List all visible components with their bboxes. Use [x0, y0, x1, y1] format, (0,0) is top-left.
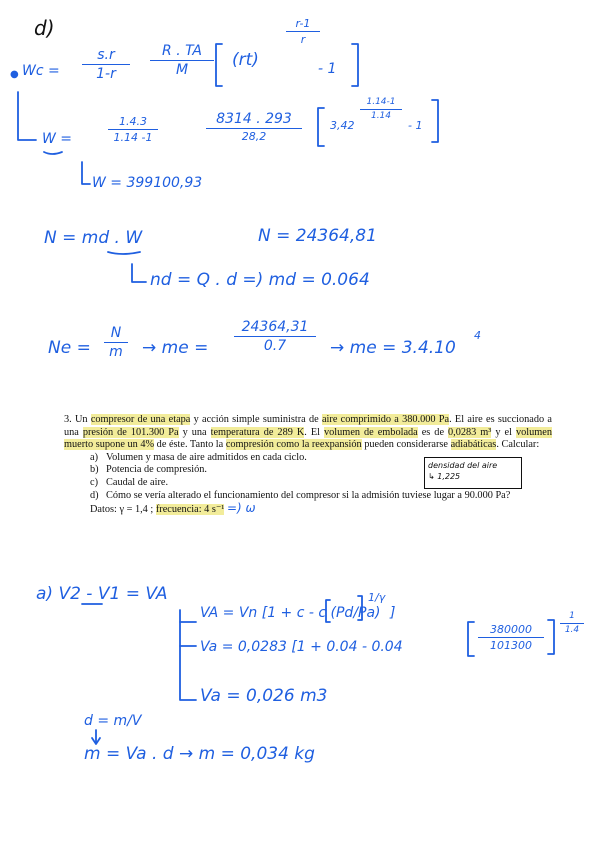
wc-bracket-inner: (rt): [232, 50, 259, 70]
datos-omega-note: =) ω: [226, 501, 256, 516]
problem-intro: [64, 414, 552, 452]
w-exp-num: 1.14-1: [366, 97, 396, 107]
ne-lhs: Ne =: [48, 338, 91, 358]
ne-result: → me = 3.4.10: [330, 338, 456, 358]
w-minus-one: - 1: [408, 119, 423, 132]
problem-text: . Calcular:: [496, 439, 540, 451]
w-f2-num: 8314 . 293: [216, 111, 292, 127]
highlighted-text: compresor de una etapa: [90, 414, 191, 425]
va-formula-close: ]: [390, 605, 396, 621]
highlighted-text: volumen de embolada: [324, 426, 418, 438]
problem-item-label: b): [90, 464, 99, 476]
problem-text: pueden considerarse: [361, 439, 451, 451]
va-exp-den: 1.4: [564, 625, 580, 635]
wc-f1-den: 1-r: [96, 66, 116, 82]
highlighted-text: aire comprimido a 380.000 Pa: [321, 414, 450, 425]
wc-minus-one: - 1: [318, 61, 337, 77]
highlighted-text: 0,0283 m³: [448, 426, 492, 438]
n-equation: N = md . W: [44, 228, 143, 248]
section-label-d: d): [34, 16, 55, 40]
problem-text: es de: [417, 426, 448, 438]
problem-item-label: a): [90, 451, 98, 463]
highlighted-text: presión de 101.300 Pa: [82, 426, 179, 438]
ne-f2-num: 24364,31: [241, 319, 309, 335]
highlighted-text: volumen muerto supone un 4%: [64, 426, 552, 451]
problem-text: 3. Un: [64, 414, 91, 425]
problem-item-text: Cómo se vería alterado el funcionamiento del compresor si la admisión tuviese lugar a 90.000 Pa?: [106, 489, 511, 501]
highlighted-text: compresión como la reexpansión: [225, 439, 362, 451]
highlighted-text: adiabáticas: [450, 439, 497, 451]
n-result: N = 24364,81: [258, 226, 377, 246]
problem-item-text: Potencia de compresión.: [106, 464, 207, 476]
problem-text: y acción simple suministra de: [190, 414, 322, 425]
w-exp-den: 1.14: [370, 111, 392, 121]
datos-frequency: frecuencia: 4 s⁻¹: [155, 504, 225, 516]
problem-text: . El aire es succionado a una: [64, 414, 552, 438]
problem-item-label: c): [90, 476, 98, 488]
mass-line: m = Va . d → m = 0,034 kg: [84, 744, 315, 764]
problem-data-line: [90, 502, 552, 517]
wc-exp-num: r-1: [295, 17, 311, 30]
va-substitution: Va = 0,0283 [1 + 0.04 - 0.04: [200, 639, 403, 655]
va-result: Va = 0,026 m3: [200, 686, 328, 706]
wc-f2-den: M: [175, 62, 189, 78]
problem-item-text: Volumen y masa de aire admitidos en cada ciclo.: [106, 451, 307, 463]
w-f1-den: 1.14 -1: [113, 131, 153, 144]
wc-lhs: Wc =: [22, 63, 60, 79]
ne-f1-num: N: [110, 325, 122, 341]
ne-f1-den: m: [109, 344, 123, 360]
problem-text: de éste. Tanto la: [154, 439, 226, 451]
wc-f2-num: R . TA: [162, 43, 202, 59]
ne-arrow: → me =: [142, 338, 209, 358]
problem-item: [90, 490, 552, 503]
datos-prefix: Datos: γ = 1,4 ;: [90, 504, 156, 516]
bullet-dot: ●: [10, 69, 19, 80]
va-ratio: [478, 624, 544, 651]
wc-exp-den: r: [300, 33, 306, 46]
density-definition: d = m/V: [84, 713, 142, 729]
w-base: 3,42: [330, 119, 355, 132]
part-a-label: a) V2 - V1 = VA: [36, 584, 168, 604]
ne-f2-den: 0.7: [263, 338, 287, 354]
va-ratio-den: 101300: [490, 639, 532, 652]
ne-result-exponent: 4: [474, 329, 481, 342]
va-ratio-num: 380000: [490, 623, 532, 636]
problem-text: y una: [178, 426, 211, 438]
problem-item-label: d): [90, 489, 99, 501]
density-note-line2: ↳ 1,225: [428, 472, 461, 481]
w-f1-num: 1.4.3: [119, 115, 147, 128]
va-exp-num: 1: [569, 611, 575, 621]
w-result: W = 399100,93: [92, 175, 203, 191]
highlighted-text: temperatura de 289 K: [210, 426, 305, 438]
va-ratio-exponent: [560, 612, 584, 635]
va-formula-exponent: 1/γ: [368, 591, 386, 604]
problem-text: y el: [491, 426, 516, 438]
density-note-box: [424, 457, 522, 489]
w-lhs: W =: [42, 131, 73, 147]
density-note-line1: densidad del aire: [428, 461, 498, 470]
wc-f1-num: s.r: [97, 47, 115, 63]
md-line: nd = Q . d =) md = 0.064: [150, 270, 370, 290]
problem-text: . El: [304, 426, 324, 438]
w-f2-den: 28,2: [241, 130, 267, 143]
va-formula: VA = Vn [1 + c - c (Pd/Pa): [200, 605, 381, 621]
problem-item-text: Caudal de aire.: [106, 476, 169, 488]
